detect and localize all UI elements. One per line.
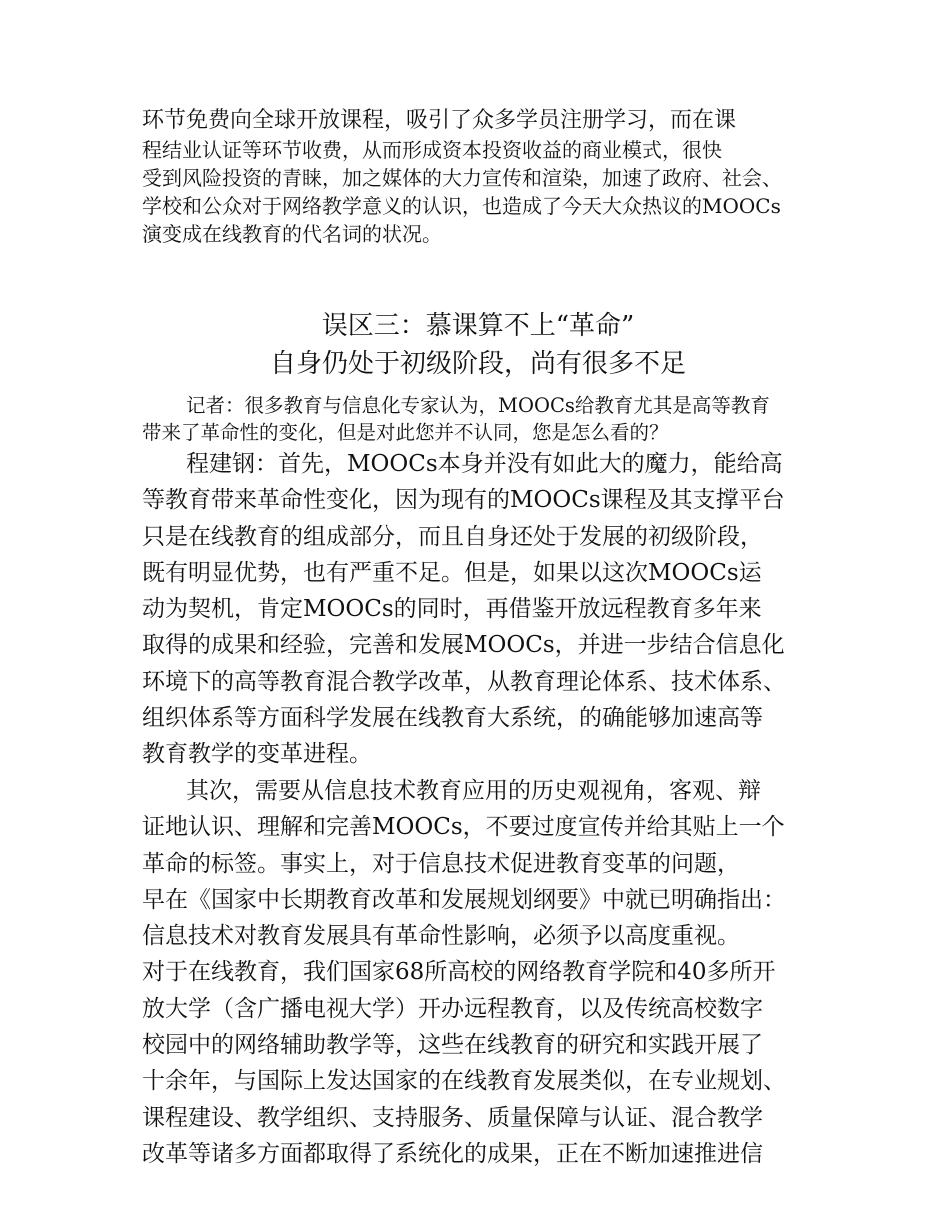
text-line: 校园中的网络辅助教学等，这些在线教育的研究和实践开展了: [142, 1032, 763, 1059]
text-line: 教育教学的变革进程。: [142, 741, 372, 768]
text-line: 程结业认证等环节收费，从而形成资本投资收益的商业模式，很快: [142, 138, 722, 162]
text-line: 程建钢：首先，MOOCs本身并没有如此大的魔力，能给高: [186, 451, 783, 477]
text-line: 演变成在线教育的代名词的状况。: [142, 222, 442, 246]
text-line: 对于在线教育，我们国家68所高校的网络教育学院和40多所开: [142, 959, 776, 986]
text-line: 环境下的高等教育混合教学改革，从教育理论体系、技术体系、: [142, 668, 786, 695]
text-line: 课程建设、教学组织、支持服务、质量保障与认证、混合教学: [142, 1104, 763, 1131]
text-line: 等教育带来革命性变化，因为现有的MOOCs课程及其支撑平台: [142, 487, 785, 514]
text-line: 早在《国家中长期教育改革和发展规划纲要》中就已明确指出：: [142, 886, 786, 913]
text-line: 环节免费向全球开放课程，吸引了众多学员注册学习，而在课: [142, 108, 737, 133]
text-line: 证地认识、理解和完善MOOCs，不要过度宣传并给其贴上一个: [142, 814, 785, 841]
section-title: 误区三：慕课算不上“革命”: [321, 311, 635, 341]
text-line: 既有明显优势，也有严重不足。但是，如果以这次MOOCs运: [142, 559, 762, 586]
text-line: 十余年，与国际上发达国家的在线教育发展类似，在专业规划、: [142, 1068, 786, 1095]
intro-paragraph: [142, 106, 814, 248]
answer-paragraph-2: [142, 773, 814, 1172]
answer-paragraph-1: [142, 446, 814, 773]
text-line: 带来了革命性的变化，但是对此您并不认同，您是怎么看的？: [142, 421, 669, 444]
text-line: 改革等诸多方面都取得了系统化的成果，正在不断加速推进信: [142, 1140, 763, 1167]
text-line: 记者：很多教育与信息化专家认为，MOOCs给教育尤其是高等教育: [186, 394, 770, 417]
text-line: 信息技术对教育发展具有革命性影响，必须予以高度重视。: [142, 923, 740, 950]
question-paragraph: [142, 392, 814, 446]
text-line: 学校和公众对于网络教学意义的认识，也造成了今天大众热议的MOOCs: [142, 194, 781, 218]
text-line: 放大学（含广播电视大学）开办远程教育，以及传统高校数字: [142, 995, 763, 1022]
text-line: 动为契机，肯定MOOCs的同时，再借鉴开放远程教育多年来: [142, 596, 762, 623]
text-line: 其次，需要从信息技术教育应用的历史观视角，客观、辩: [186, 778, 761, 804]
text-line: 取得的成果和经验，完善和发展MOOCs，并进一步结合信息化: [142, 632, 785, 659]
text-line: 组织体系等方面科学发展在线教育大系统，的确能够加速高等: [142, 705, 763, 732]
section-subtitle: 自身仍处于初级阶段，尚有很多不足: [269, 349, 686, 379]
text-line: 只是在线教育的组成部分，而且自身还处于发展的初级阶段，: [142, 523, 763, 550]
section-heading: [142, 307, 814, 383]
text-line: 受到风险投资的青睐，加之媒体的大力宣传和渲染，加速了政府、社会、: [142, 166, 782, 190]
text-line: 革命的标签。事实上，对于信息技术促进教育变革的问题，: [142, 850, 740, 877]
